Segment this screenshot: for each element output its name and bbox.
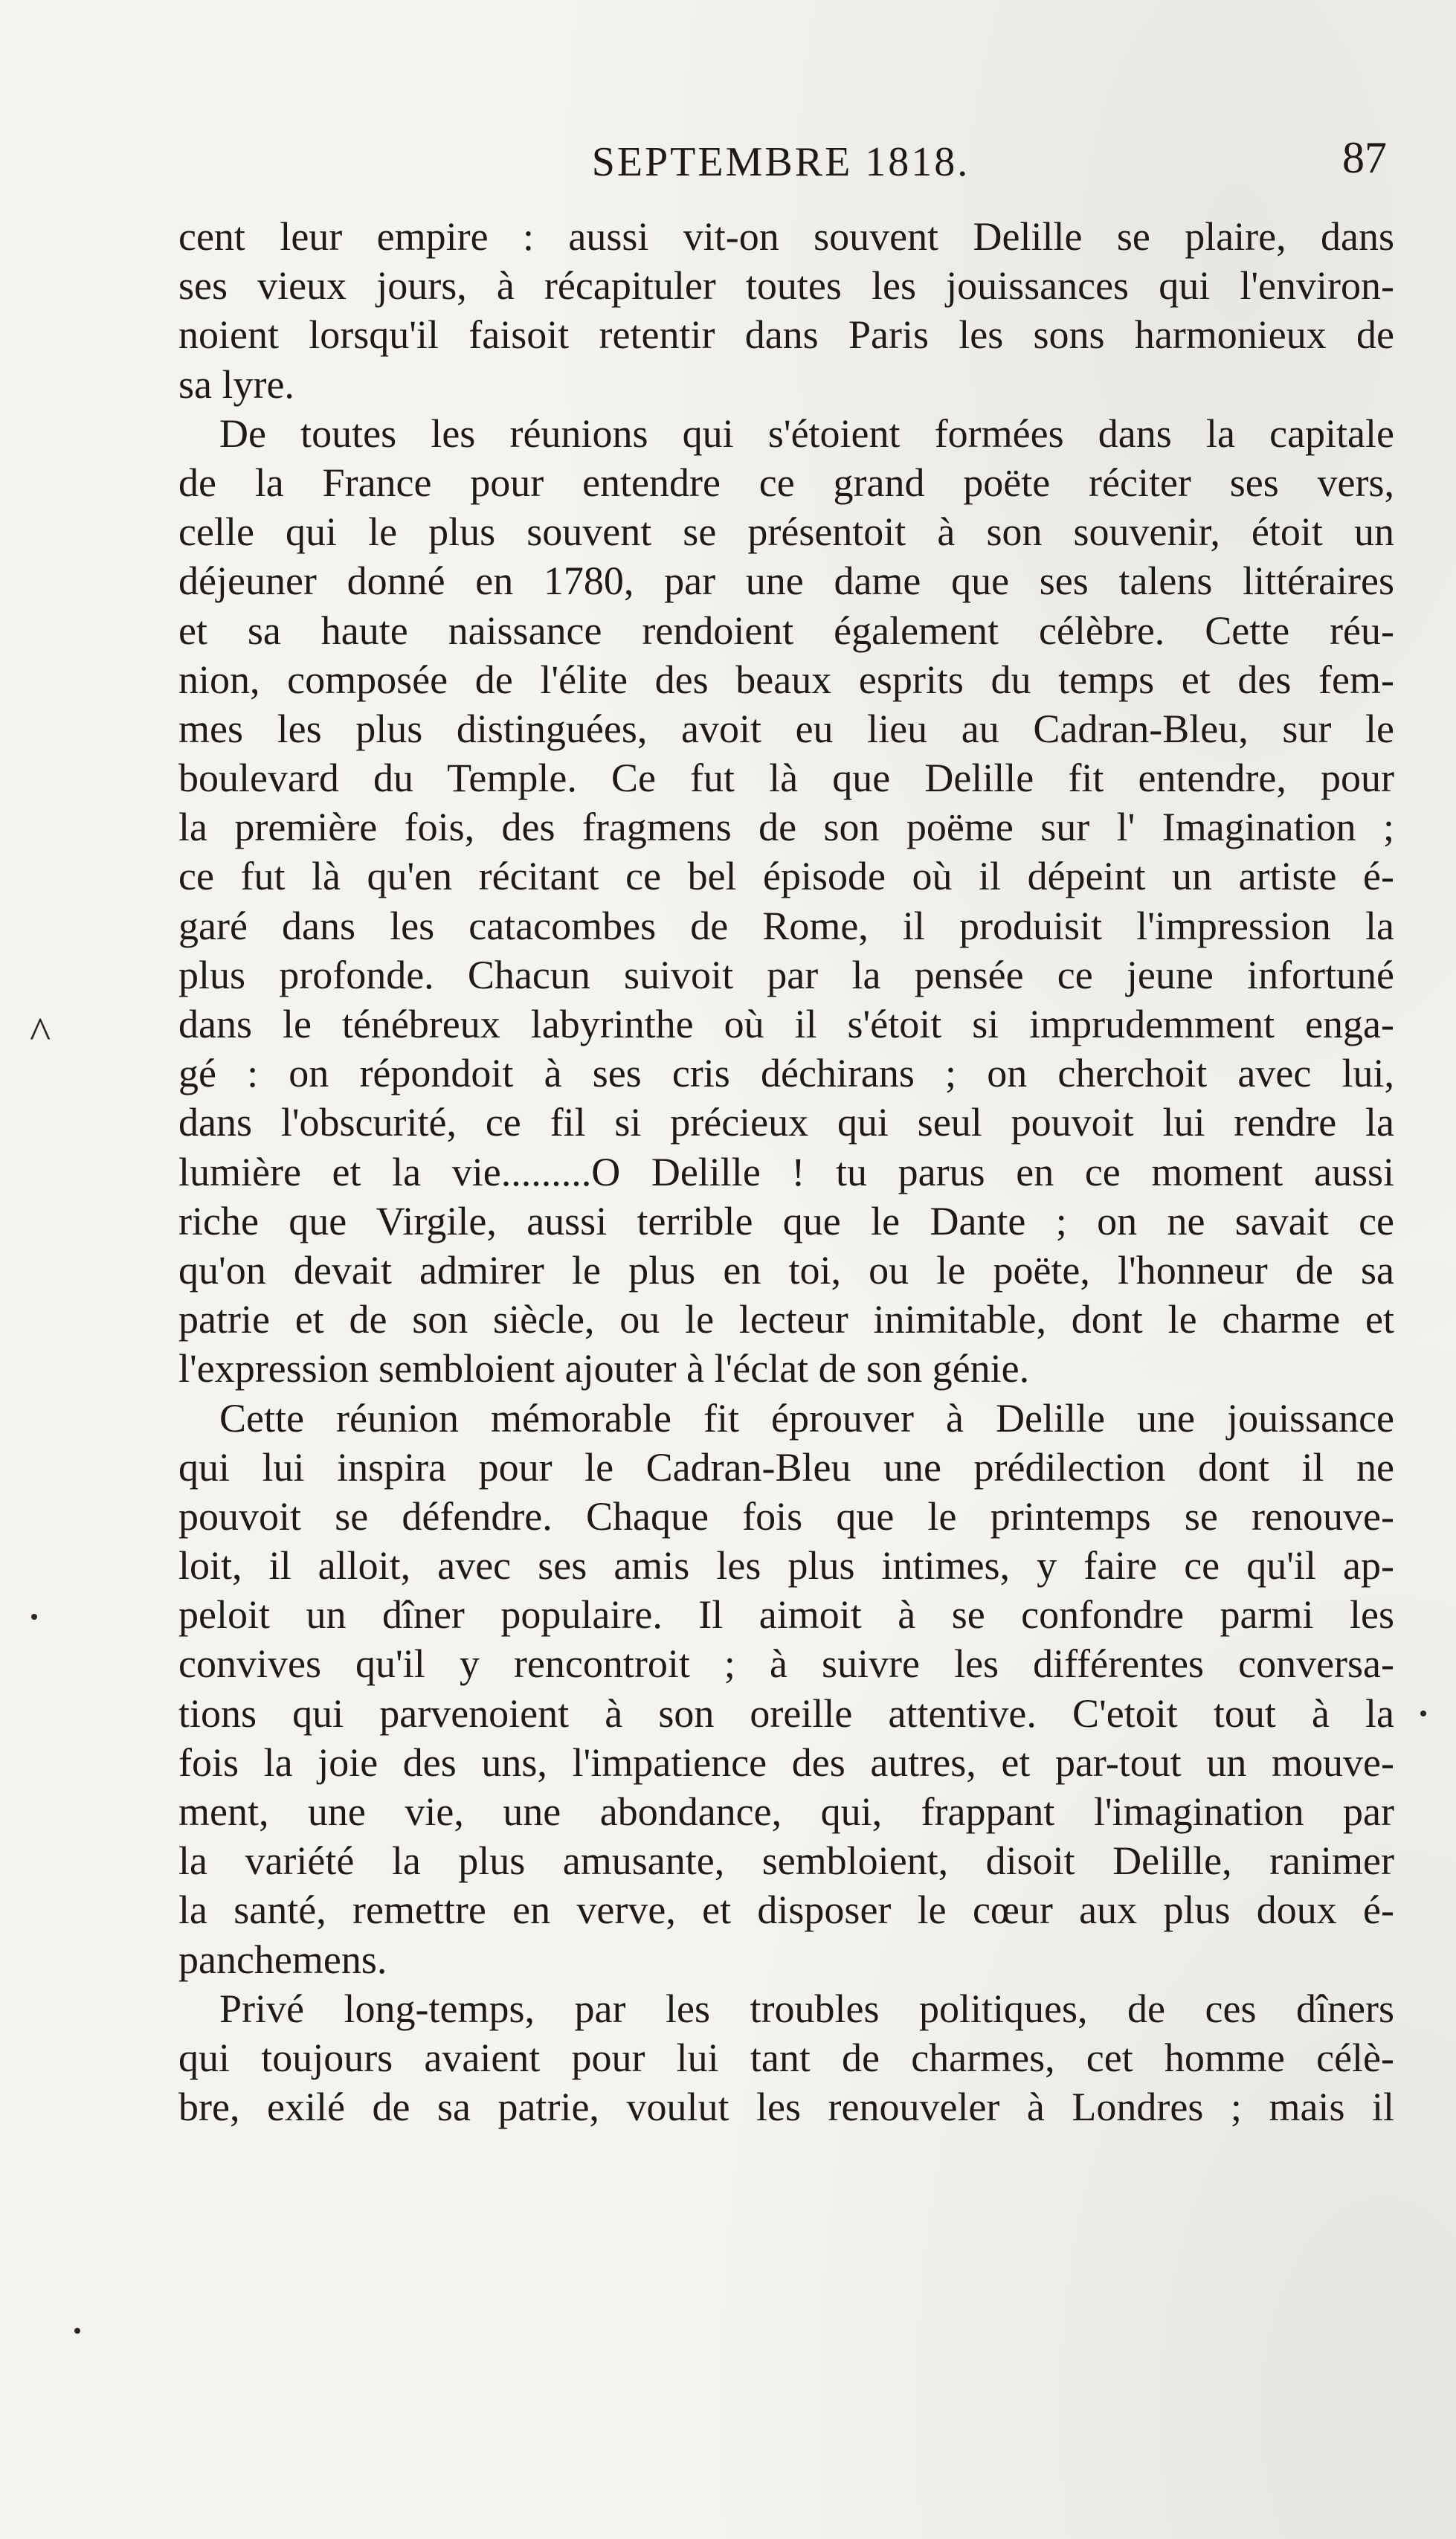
text-line: fois la joie des uns, l'impatience des autres, et par-tout un mouve- xyxy=(178,1740,1394,1785)
text-line: Privé long-temps, par les troubles politiques, de ces dîners xyxy=(219,1986,1394,2031)
text-line: tions qui parvenoient à son oreille attentive. C'etoit tout à la xyxy=(178,1690,1394,1736)
text-line: la santé, remettre en verve, et disposer le cœur aux plus doux é- xyxy=(178,1888,1394,1933)
text-line: boulevard du Temple. Ce fut là que Delille fit entendre, pour xyxy=(178,756,1394,801)
text-line: l'expression sembloient ajouter à l'éclat de son génie. xyxy=(178,1346,1030,1391)
text-line: et sa haute naissance rendoient également célèbre. Cette réu- xyxy=(178,608,1394,653)
text-line: lumière et la vie.........O Delille ! tu parus en ce moment aussi xyxy=(178,1149,1394,1194)
text-line: pouvoit se défendre. Chaque fois que le printemps se renouve- xyxy=(178,1493,1394,1539)
text-line: convives qu'il y rencontroit ; à suivre les différentes conversa- xyxy=(178,1641,1394,1687)
text-line: plus profonde. Chacun suivoit par la pensée ce jeune infortuné xyxy=(178,952,1394,997)
text-line: Cette réunion mémorable fit éprouver à Delille une jouissance xyxy=(219,1395,1394,1441)
text-line: dans l'obscurité, ce fil si précieux qui seul pouvoit lui rendre la xyxy=(178,1100,1394,1145)
text-line: ment, une vie, une abondance, qui, frappant l'imagination par xyxy=(178,1789,1394,1834)
text-line: noient lorsqu'il faisoit retentir dans Paris les sons harmonieux de xyxy=(178,312,1394,358)
page-header xyxy=(178,132,1387,192)
margin-dot xyxy=(31,1614,37,1620)
text-line: bre, exilé de sa patrie, voulut les renouveler à Londres ; mais il xyxy=(178,2085,1394,2130)
text-line: garé dans les catacombes de Rome, il produisit l'impression la xyxy=(178,903,1394,948)
margin-dot xyxy=(1420,1711,1426,1716)
text-line: ses vieux jours, à récapituler toutes les jouissances qui l'environ- xyxy=(178,263,1394,309)
text-line: loit, il alloit, avec ses amis les plus intimes, y faire ce qu'il ap- xyxy=(178,1543,1394,1589)
margin-dot xyxy=(74,2328,80,2334)
text-line: riche que Virgile, aussi terrible que le Dante ; on ne savait ce xyxy=(178,1198,1394,1243)
text-line: cent leur empire : aussi vit-on souvent Delille se plaire, dans xyxy=(178,214,1394,259)
text-line: qui toujours avaient pour lui tant de charmes, cet homme célè- xyxy=(178,2035,1394,2080)
text-line: qui lui inspira pour le Cadran-Bleu une prédilection dont il ne xyxy=(178,1444,1394,1490)
text-line: celle qui le plus souvent se présentoit à son souvenir, étoit un xyxy=(178,509,1394,555)
text-line: la variété la plus amusante, sembloient, disoit Delille, ranimer xyxy=(178,1838,1394,1884)
margin-caret-mark: ^ xyxy=(30,1008,51,1058)
body-text xyxy=(178,212,1394,2131)
text-line: patrie et de son siècle, ou le lecteur inimitable, dont le charme et xyxy=(178,1297,1394,1342)
text-line: ce fut là qu'en récitant ce bel épisode où il dépeint un artiste é- xyxy=(178,854,1394,899)
running-title: SEPTEMBRE 1818. xyxy=(591,139,970,185)
page-number: 87 xyxy=(1342,133,1387,182)
text-line: la première fois, des fragmens de son poëme sur l' Imagination ; xyxy=(178,805,1394,850)
text-line: dans le ténébreux labyrinthe où il s'étoit si imprudemment enga- xyxy=(178,1002,1394,1046)
text-line: mes les plus distinguées, avoit eu lieu au Cadran-Bleu, sur le xyxy=(178,706,1394,751)
text-line: gé : on répondoit à ses cris déchirans ; on cherchoit avec lui, xyxy=(178,1051,1394,1096)
text-line: nion, composée de l'élite des beaux esprits du temps et des fem- xyxy=(178,657,1394,702)
text-line: peloit un dîner populaire. Il aimoit à se confondre parmi les xyxy=(178,1592,1394,1638)
text-line: de la France pour entendre ce grand poëte réciter ses vers, xyxy=(178,460,1394,505)
text-line: déjeuner donné en 1780, par une dame que ses talens littéraires xyxy=(178,559,1394,604)
text-line: qu'on devait admirer le plus en toi, ou le poëte, l'honneur de sa xyxy=(178,1247,1394,1293)
text-line: panchemens. xyxy=(178,1937,387,1982)
text-line: De toutes les réunions qui s'étoient formées dans la capitale xyxy=(219,411,1394,456)
text-line: sa lyre. xyxy=(178,361,294,407)
